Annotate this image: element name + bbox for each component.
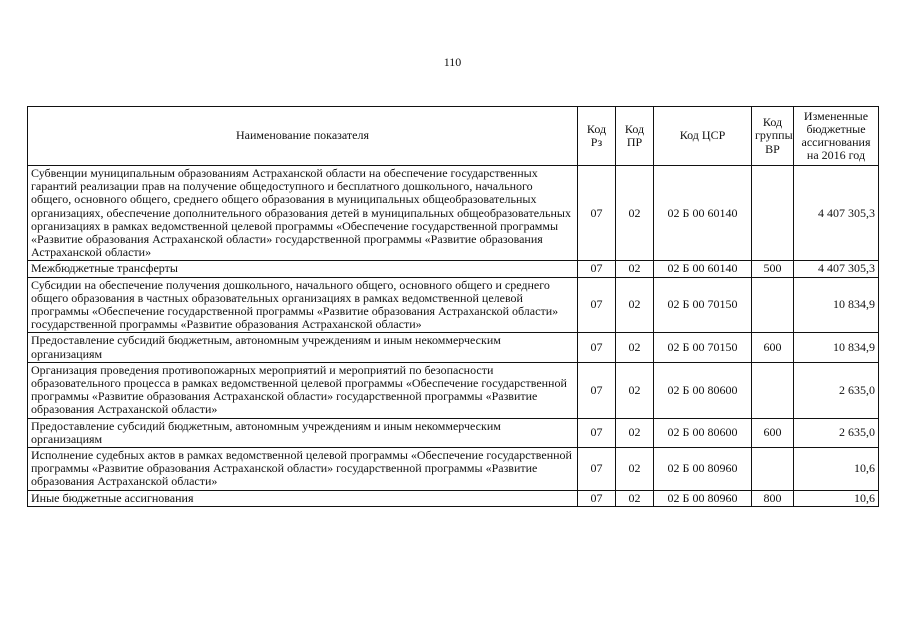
table-row xyxy=(28,418,879,447)
row-csr: 02 Б 00 80600 xyxy=(654,362,752,418)
row-rz: 07 xyxy=(578,362,616,418)
row-csr: 02 Б 00 70150 xyxy=(654,277,752,333)
row-vr xyxy=(752,448,794,491)
row-pr: 02 xyxy=(616,490,654,506)
table-row xyxy=(28,448,879,491)
row-amount: 4 407 305,3 xyxy=(794,166,879,261)
row-vr: 600 xyxy=(752,333,794,362)
row-name: Исполнение судебных актов в рамках ведомственной целевой программы «Обеспечение государственной программы «Развитие образования Астраханской области» государственной программы «Развитие образования Астраханской области» xyxy=(28,448,578,491)
row-pr: 02 xyxy=(616,166,654,261)
row-pr: 02 xyxy=(616,418,654,447)
row-amount: 10,6 xyxy=(794,448,879,491)
row-name: Межбюджетные трансферты xyxy=(28,261,578,277)
row-amount: 2 635,0 xyxy=(794,418,879,447)
row-vr: 500 xyxy=(752,261,794,277)
row-amount: 10 834,9 xyxy=(794,277,879,333)
table-row xyxy=(28,333,879,362)
row-name: Иные бюджетные ассигнования xyxy=(28,490,578,506)
row-pr: 02 xyxy=(616,333,654,362)
row-name: Субвенции муниципальным образованиям Астраханской области на обеспечение государственных гарантий реализации прав на получение общедоступного и бесплатного дошкольного, начального общего, основного общего, среднего общего образования в муниципальных общеобразовательных организациях, обеспечение дополнительного образования детей в муниципальных общеобразовательных организациях в рамках ведомственной целевой программы «Обеспечение государственной программы «Развитие образования Астраханской области» государственной программы «Развитие образования Астраханской области» xyxy=(28,166,578,261)
header-rz: Код Рз xyxy=(578,107,616,166)
row-csr: 02 Б 00 60140 xyxy=(654,166,752,261)
table-row xyxy=(28,362,879,418)
row-amount: 2 635,0 xyxy=(794,362,879,418)
budget-table xyxy=(27,106,879,507)
row-vr: 600 xyxy=(752,418,794,447)
table-row xyxy=(28,261,879,277)
row-csr: 02 Б 00 70150 xyxy=(654,333,752,362)
table-row xyxy=(28,490,879,506)
row-csr: 02 Б 00 80960 xyxy=(654,448,752,491)
row-vr xyxy=(752,362,794,418)
row-name: Субсидии на обеспечение получения дошкольного, начального общего, основного общего и среднего общего образования в частных образовательных организациях в рамках ведомственной целевой программы «Обеспечение государственной программы «Развитие образования Астраханской области» государственной программы «Развитие образования Астраханской области» xyxy=(28,277,578,333)
row-pr: 02 xyxy=(616,448,654,491)
row-csr: 02 Б 00 80960 xyxy=(654,490,752,506)
table-header xyxy=(28,107,879,166)
row-name: Предоставление субсидий бюджетным, автономным учреждениям и иным некоммерческим организациям xyxy=(28,333,578,362)
row-amount: 10,6 xyxy=(794,490,879,506)
table-row xyxy=(28,277,879,333)
header-name: Наименование показателя xyxy=(28,107,578,166)
row-rz: 07 xyxy=(578,448,616,491)
header-csr: Код ЦСР xyxy=(654,107,752,166)
page-number: 110 xyxy=(443,55,462,69)
row-name: Организация проведения противопожарных мероприятий и мероприятий по безопасности образовательного процесса в рамках ведомственной целевой программы «Обеспечение государственной программы «Развитие образования Астраханской области» государственной программы «Развитие образования Астраханской области» xyxy=(28,362,578,418)
row-pr: 02 xyxy=(616,277,654,333)
row-amount: 4 407 305,3 xyxy=(794,261,879,277)
row-name: Предоставление субсидий бюджетным, автономным учреждениям и иным некоммерческим организациям xyxy=(28,418,578,447)
row-csr: 02 Б 00 80600 xyxy=(654,418,752,447)
row-rz: 07 xyxy=(578,166,616,261)
table-body xyxy=(28,166,879,507)
header-vr: Код группы ВР xyxy=(752,107,794,166)
row-rz: 07 xyxy=(578,490,616,506)
row-amount: 10 834,9 xyxy=(794,333,879,362)
row-rz: 07 xyxy=(578,261,616,277)
row-vr: 800 xyxy=(752,490,794,506)
table-row xyxy=(28,166,879,261)
header-row xyxy=(28,107,879,166)
row-vr xyxy=(752,166,794,261)
row-vr xyxy=(752,277,794,333)
header-pr: Код ПР xyxy=(616,107,654,166)
row-csr: 02 Б 00 60140 xyxy=(654,261,752,277)
row-rz: 07 xyxy=(578,418,616,447)
row-pr: 02 xyxy=(616,362,654,418)
row-rz: 07 xyxy=(578,277,616,333)
header-amount: Измененные бюджетные ассигнования на 2016 год xyxy=(794,107,879,166)
row-rz: 07 xyxy=(578,333,616,362)
row-pr: 02 xyxy=(616,261,654,277)
